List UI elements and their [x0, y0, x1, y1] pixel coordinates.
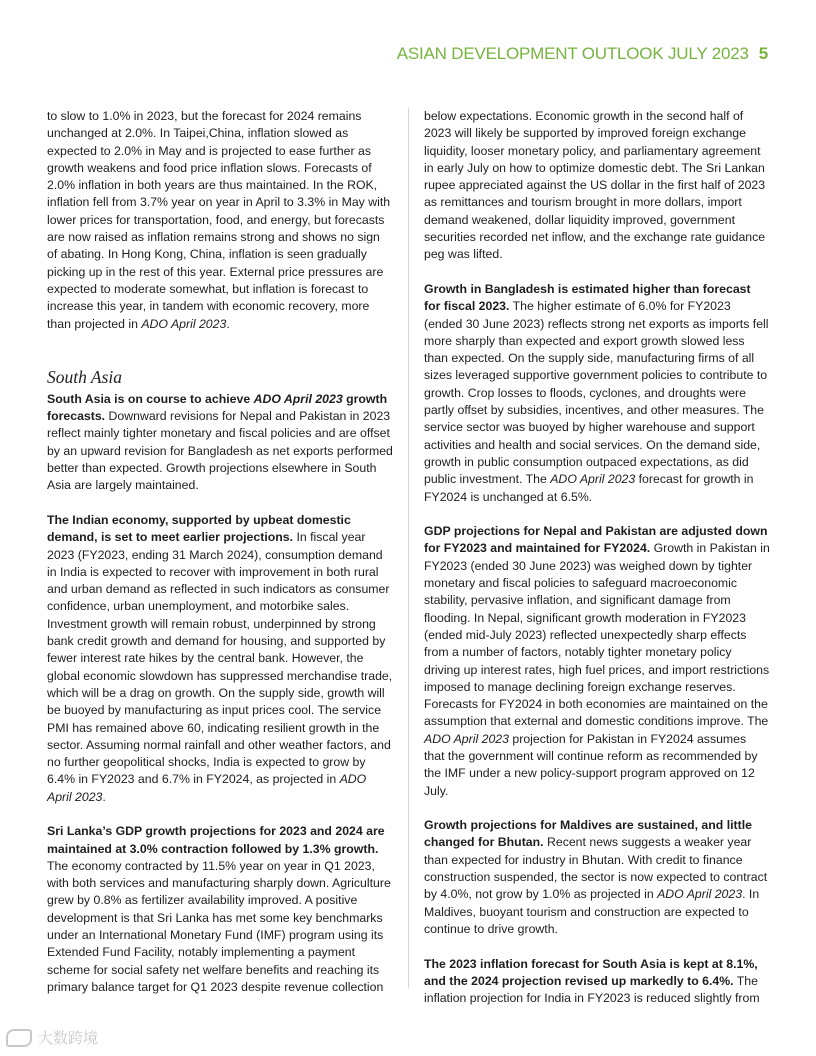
paragraph-south-asia-inflation: The 2023 inflation forecast for South Asia is kept at 8.1%, and the 2024 projection revised up markedly to 6.4%. The inflation projection for India in FY2023 is reduced slightly from	[424, 956, 760, 1006]
lead-sentence: South Asia is on course to achieve ADO April 2023 growth forecasts.	[47, 391, 388, 424]
paragraph-south-asia-overview: South Asia is on course to achieve ADO April 2023 growth forecasts. Downward revisions for Nepal and Pakistan in 2023 reflect mainly tighter monetary and fiscal policies and are offset by an upward revision for Bangladesh as net exports performed better than expected. Growth projections elsewhere in South Asia are largely maintained.	[47, 391, 393, 493]
lead-sentence: GDP projections for Nepal and Pakistan are adjusted down for FY2023 and maintained for FY2024.	[424, 524, 768, 556]
paragraph-east-asia-inflation: to slow to 1.0% in 2023, but the forecast for 2024 remains unchanged at 2.0%. In Taipei,China, inflation slowed as expected to 2.0% in May and is projected to ease further as growth weakens and food price inflation slows. Forecasts of 2.0% inflation in both years are thus maintained. In the ROK, inflation fell from 3.7% year on year in April to 3.3% in May with lower prices for transportation, food, and energy, but forecasts are now raised as inflation remains strong and shows no sign of abating. In Hong Kong, China, inflation is seen gradually picking up in the rest of this year. External price pressures are expected to moderate somewhat, but inflation is forecast to increase this year, in tandem with economic recovery, more than projected in ADO April 2023.	[47, 109, 391, 331]
watermark-text: 大数跨境	[38, 1029, 99, 1047]
lead-sentence: Growth projections for Maldives are sustained, and little changed for Bhutan.	[424, 818, 752, 850]
page-number: 5	[758, 44, 768, 63]
lead-sentence: Sri Lanka’s GDP growth projections for 2023 and 2024 are maintained at 3.0% contraction followed by 1.3% growth.	[47, 824, 385, 856]
paragraph-sri-lanka: Sri Lanka’s GDP growth projections for 2023 and 2024 are maintained at 3.0% contraction followed by 1.3% growth. The economy contracted by 11.5% year on year in Q1 2023, with both services and manufacturing sharply down. Agriculture grew by 0.8% as fertilizer availability improved. A positive development is that Sri Lanka has met some key benchmarks under an International Monetary Fund (IMF) program using its Extended Fund Facility, notably implementing a payment scheme for social safety net welfare benefits and reaching its primary balance target for Q1 2023 despite revenue collection	[47, 824, 391, 994]
lead-sentence: The 2023 inflation forecast for South Asia is kept at 8.1%, and the 2024 projection revised up markedly to 6.4%.	[424, 956, 758, 988]
publication-title: ASIAN DEVELOPMENT OUTLOOK JULY 2023	[396, 44, 749, 63]
paragraph-india: The Indian economy, supported by upbeat domestic demand, is set to meet earlier projections. In fiscal year 2023 (FY2023, ending 31 March 2024), consumption demand in India is expected to recover with improvement in both rural and urban demand as reflected in such indicators as consumer confidence, urban unemployment, and motorbike sales. Investment growth will remain robust, underpinned by strong bank credit growth and demand for housing, and supported by fewer interest rate hikes by the central bank. However, the global economic slowdown has suppressed merchandise trade, which will be a drag on growth. On the supply side, growth will be buoyed by manufacturing as input prices cool. The service PMI has remained above 60, indicating resilient growth in the sector. Assuming normal rainfall and other weather factors, and no further geopolitical shocks, India is expected to grow by 6.4% in FY2023 and 6.7% in FY2024, as projected in ADO April 2023.	[47, 512, 393, 804]
paragraph-sri-lanka-continued: below expectations. Economic growth in the second half of 2023 will likely be supported by improved foreign exchange liquidity, looser monetary policy, and parliamentary agreement in early July on how to optimize domestic debt. The Sri Lankan rupee appreciated against the US dollar in the first half of 2023 as remittances and tourism brought in more dollars, import demand weakened, dollar liquidity improved, government securities recorded net inflow, and the exchange rate guidance peg was lifted.	[424, 109, 766, 262]
citation: ADO April 2023	[424, 731, 509, 746]
watermark-logo-icon	[6, 1029, 32, 1047]
right-column	[424, 108, 770, 1007]
paragraph-nepal-pakistan: GDP projections for Nepal and Pakistan are adjusted down for FY2023 and maintained for FY2024. Growth in Pakistan in FY2023 (ended 30 June 2023) was weighed down by tighter monetary and fiscal policies to safeguard macroeconomic stability, pervasive inflation, and significant damage from flooding. In Nepal, significant growth moderation in FY2023 (ended mid-July 2023) reflected unexpectedly sharp effects from a number of factors, notably tighter monetary policy driving up interest rates, high fuel prices, and import restrictions imposed to manage declining foreign exchange reserves. Forecasts for FY2024 in both economies are maintained on the assumption that external and domestic conditions improve. The ADO April 2023 projection for Pakistan in FY2024 assumes that the government will continue reform as recommended by the IMF under a new policy-support program approved on 12 July.	[424, 524, 770, 798]
lead-sentence: Growth in Bangladesh is estimated higher than forecast for fiscal 2023.	[424, 281, 751, 314]
page-header	[397, 44, 768, 64]
citation: ADO April 2023	[657, 887, 743, 902]
citation: ADO April 2023	[47, 772, 367, 804]
lead-sentence: The Indian economy, supported by upbeat domestic demand, is set to meet earlier projections.	[47, 512, 351, 545]
left-column	[47, 108, 393, 996]
citation: ADO April 2023	[141, 316, 227, 331]
column-divider	[408, 108, 409, 988]
citation: ADO April 2023	[550, 472, 636, 487]
paragraph-bangladesh: Growth in Bangladesh is estimated higher than forecast for fiscal 2023. The higher estimate of 6.0% for FY2023 (ended 30 June 2023) reflects strong net exports as imports fell more sharply than expected and export growth slowed less than expected. On the supply side, manufacturing firms of all sizes leveraged supportive government policies to contribute to growth. Crop losses to floods, cyclones, and droughts were partly offset by subsidies, incentives, and other measures. The service sector was buoyed by higher warehouse and support activities and health and social services. On the demand side, growth in public consumption outpaced expectations, as did public investment. The ADO April 2023 forecast for growth in FY2024 is unchanged at 6.5%.	[424, 281, 769, 504]
paragraph-maldives-bhutan: Growth projections for Maldives are sustained, and little changed for Bhutan. Recent news suggests a weaker year than expected for industry in Bhutan. With credit to finance construction suspended, the sector is now expected to contract by 4.0%, not grow by 1.0% as projected in ADO April 2023. In Maldives, buoyant tourism and construction are expected to continue to drive growth.	[424, 818, 768, 936]
section-heading-south-asia: South Asia	[47, 366, 123, 387]
watermark	[6, 1027, 98, 1048]
